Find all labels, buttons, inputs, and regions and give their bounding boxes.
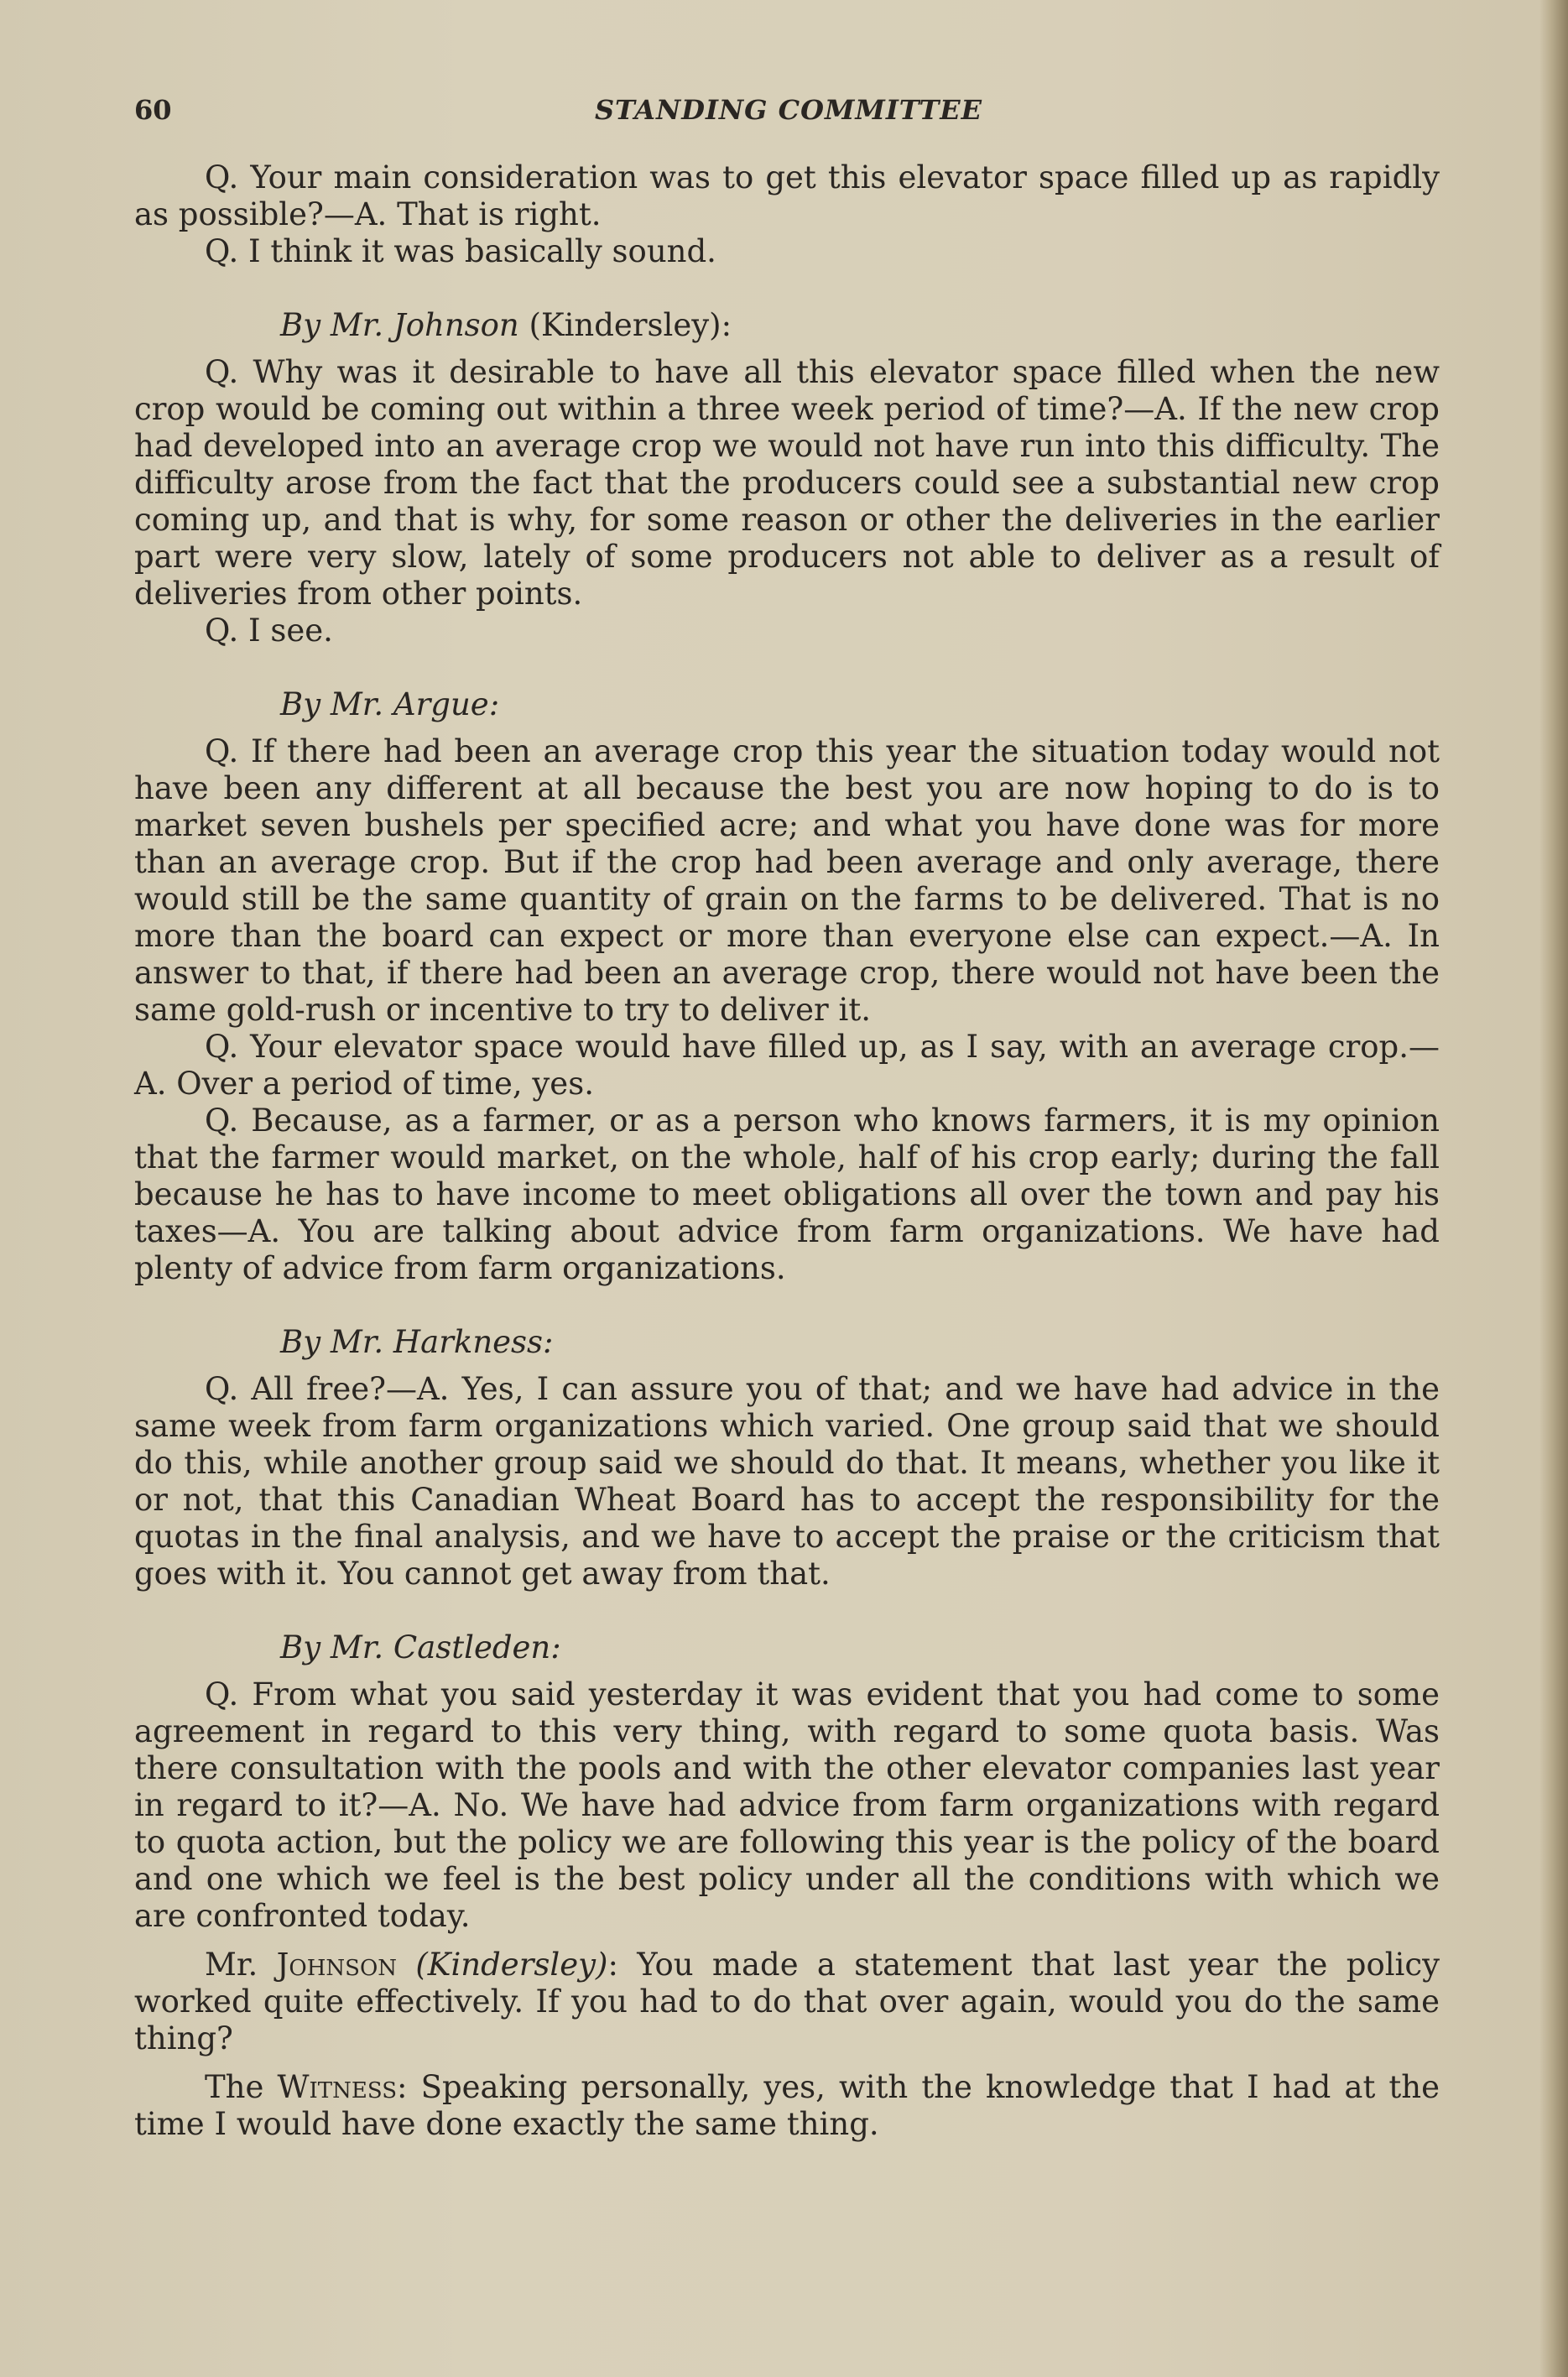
examiner-heading	[134, 1324, 1440, 1361]
examiner-heading	[134, 686, 1440, 723]
speaker-name: Johnson	[276, 1947, 398, 1983]
speaker-statement: The Witness: Speaking personally, yes, with the knowledge that I had at the time I would have done exactly the same thing.	[134, 2069, 1440, 2142]
paragraph: Q. If there had been an average crop this year the situation today would not have been any different at all because the best you are now hoping to do is to market seven bushels per specified acre; and what you have done was for more than an average crop. But if the crop had been average and only average, there would still be the same quantity of grain on the farms to be delivered. That is no more than the board can expect or more than everyone else can expect.—A. In answer to that, if there had been an average crop, there would not have been the same gold-rush or incentive to try to deliver it.	[134, 733, 1440, 1028]
speaker-riding: (Kindersley)	[415, 1947, 608, 1983]
page-edge-shadow	[1539, 0, 1568, 2377]
paragraph: Q. Because, as a farmer, or as a person who knows farmers, it is my opinion that the farmer would market, on the whole, half of his crop early; during the fall because he has to have income to meet obligations all over the town and pay his taxes—A. You are talking about advice from farm organizations. We have had plenty of advice from farm organizations.	[134, 1102, 1440, 1286]
paragraph: Q. Your main consideration was to get this elevator space filled up as rapidly as possible?—A. That is right.	[134, 159, 1440, 232]
paragraph: Q. Your elevator space would have filled up, as I say, with an average crop.—A. Over a period of time, yes.	[134, 1029, 1440, 1102]
transcript-body	[134, 159, 1440, 2143]
page-header	[134, 94, 1443, 136]
examiner-name: By Mr. Castleden:	[280, 1629, 561, 1665]
paragraph: Q. From what you said yesterday it was evident that you had come to some agreement in regard to this very thing, with regard to some quota basis. Was there consultation with the pools and with the other elevator companies last year in regard to it?—A. No. We have had advice from farm organizations with regard to quota action, but the policy we are following this year is the policy of the board and one which we feel is the best policy under all the conditions with which we are confronted today.	[134, 1676, 1440, 1934]
examiner-name: By Mr. Johnson	[280, 307, 519, 343]
page-number: 60	[134, 94, 172, 126]
paragraph: Q. I think it was basically sound.	[205, 233, 716, 269]
examiner-riding: (Kindersley):	[518, 307, 732, 343]
speaker-statement: Mr. Johnson (Kindersley): You made a statement that last year the policy worked quite effectively. If you had to do that over again, would you do the same thing?	[134, 1947, 1440, 2056]
running-title: STANDING COMMITTEE	[594, 94, 983, 126]
examiner-name: By Mr. Argue:	[280, 686, 500, 722]
examiner-heading	[134, 1629, 1440, 1666]
paragraph: Q. Why was it desirable to have all this elevator space filled when the new crop would be coming out within a three week period of time?—A. If the new crop had developed into an average crop we would not have run into this difficulty. The difficulty arose from the fact that the producers could see a substantial new crop coming up, and that is why, for some reason or other the deliveries in the earlier part were very slow, lately of some producers not able to deliver as a result of deliveries from other points.	[134, 354, 1440, 612]
paragraph: Q. I see.	[205, 612, 333, 649]
paragraph: Q. All free?—A. Yes, I can assure you of that; and we have had advice in the same week from farm organizations which varied. One group said that we should do this, while another group said we should do that. It means, whether you like it or not, that this Canadian Wheat Board has to accept the responsibility for the quotas in the final analysis, and we have to accept the praise or the criticism that goes with it. You cannot get away from that.	[134, 1371, 1440, 1592]
speaker-name: Witness	[277, 2069, 398, 2105]
examiner-name: By Mr. Harkness:	[280, 1324, 554, 1360]
examiner-heading	[134, 307, 1440, 344]
